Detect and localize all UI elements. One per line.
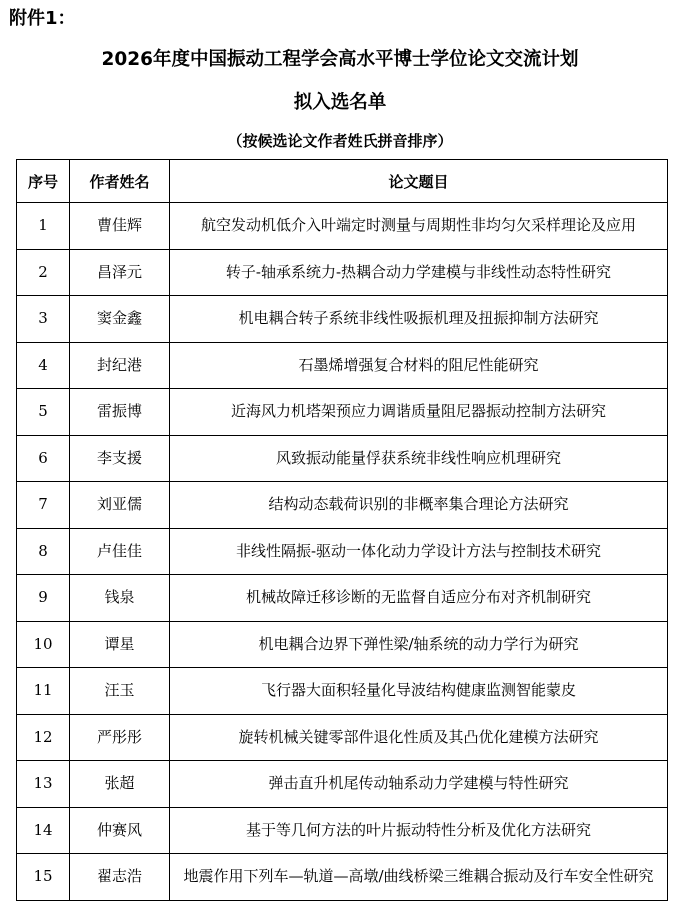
author-name: 刘亚儒 — [70, 482, 170, 529]
table-row — [17, 761, 668, 808]
table-row — [17, 389, 668, 436]
row-number: 9 — [17, 575, 70, 622]
table-header-row — [17, 160, 668, 203]
thesis-title: 风致振动能量俘获系统非线性响应机理研究 — [170, 435, 668, 482]
author-name: 雷振博 — [70, 389, 170, 436]
author-name: 仲赛风 — [70, 807, 170, 854]
author-name: 卢佳佳 — [70, 528, 170, 575]
author-name: 钱泉 — [70, 575, 170, 622]
candidate-table — [16, 159, 668, 901]
thesis-title: 地震作用下列车—轨道—高墩/曲线桥梁三维耦合振动及行车安全性研究 — [170, 854, 668, 901]
thesis-title: 弹击直升机尾传动轴系动力学建模与特性研究 — [170, 761, 668, 808]
thesis-title: 机械故障迁移诊断的无监督自适应分布对齐机制研究 — [170, 575, 668, 622]
table-row — [17, 203, 668, 250]
thesis-title: 近海风力机塔架预应力调谐质量阻尼器振动控制方法研究 — [170, 389, 668, 436]
table-row — [17, 482, 668, 529]
row-number: 7 — [17, 482, 70, 529]
thesis-title: 机电耦合转子系统非线性吸振机理及扭振抑制方法研究 — [170, 296, 668, 343]
thesis-title: 基于等几何方法的叶片振动特性分析及优化方法研究 — [170, 807, 668, 854]
row-number: 12 — [17, 714, 70, 761]
table-row — [17, 342, 668, 389]
table-row — [17, 807, 668, 854]
table-row — [17, 575, 668, 622]
header-number: 序号 — [17, 160, 70, 203]
row-number: 8 — [17, 528, 70, 575]
author-name: 张超 — [70, 761, 170, 808]
row-number: 1 — [17, 203, 70, 250]
attachment-label: 附件1： — [9, 8, 76, 29]
table-row — [17, 668, 668, 715]
thesis-title: 旋转机械关键零部件退化性质及其凸优化建模方法研究 — [170, 714, 668, 761]
document-title: 2026年度中国振动工程学会高水平博士学位论文交流计划 — [101, 49, 579, 70]
document-title-line2: 拟入选名单 — [293, 92, 387, 113]
author-name: 谭星 — [70, 621, 170, 668]
table-row — [17, 854, 668, 901]
thesis-title: 非线性隔振-驱动一体化动力学设计方法与控制技术研究 — [170, 528, 668, 575]
author-name: 汪玉 — [70, 668, 170, 715]
sort-note: （按候选论文作者姓氏拼音排序） — [227, 132, 453, 150]
author-name: 曹佳辉 — [70, 203, 170, 250]
row-number: 6 — [17, 435, 70, 482]
row-number: 5 — [17, 389, 70, 436]
author-name: 窦金鑫 — [70, 296, 170, 343]
author-name: 严彤彤 — [70, 714, 170, 761]
thesis-title: 转子-轴承系统力-热耦合动力学建模与非线性动态特性研究 — [170, 249, 668, 296]
row-number: 15 — [17, 854, 70, 901]
table-row — [17, 296, 668, 343]
thesis-title: 机电耦合边界下弹性梁/轴系统的动力学行为研究 — [170, 621, 668, 668]
author-name: 李支援 — [70, 435, 170, 482]
author-name: 昌泽元 — [70, 249, 170, 296]
table-row — [17, 621, 668, 668]
row-number: 4 — [17, 342, 70, 389]
author-name: 封纪港 — [70, 342, 170, 389]
row-number: 3 — [17, 296, 70, 343]
thesis-title: 飞行器大面积轻量化导波结构健康监测智能蒙皮 — [170, 668, 668, 715]
thesis-title: 航空发动机低介入叶端定时测量与周期性非均匀欠采样理论及应用 — [170, 203, 668, 250]
row-number: 10 — [17, 621, 70, 668]
author-name: 翟志浩 — [70, 854, 170, 901]
table-row — [17, 714, 668, 761]
row-number: 2 — [17, 249, 70, 296]
thesis-title: 石墨烯增强复合材料的阻尼性能研究 — [170, 342, 668, 389]
row-number: 14 — [17, 807, 70, 854]
row-number: 13 — [17, 761, 70, 808]
table-row — [17, 435, 668, 482]
table-row — [17, 249, 668, 296]
thesis-title: 结构动态载荷识别的非概率集合理论方法研究 — [170, 482, 668, 529]
header-author-name: 作者姓名 — [70, 160, 170, 203]
table-row — [17, 528, 668, 575]
header-thesis-title: 论文题目 — [170, 160, 668, 203]
row-number: 11 — [17, 668, 70, 715]
